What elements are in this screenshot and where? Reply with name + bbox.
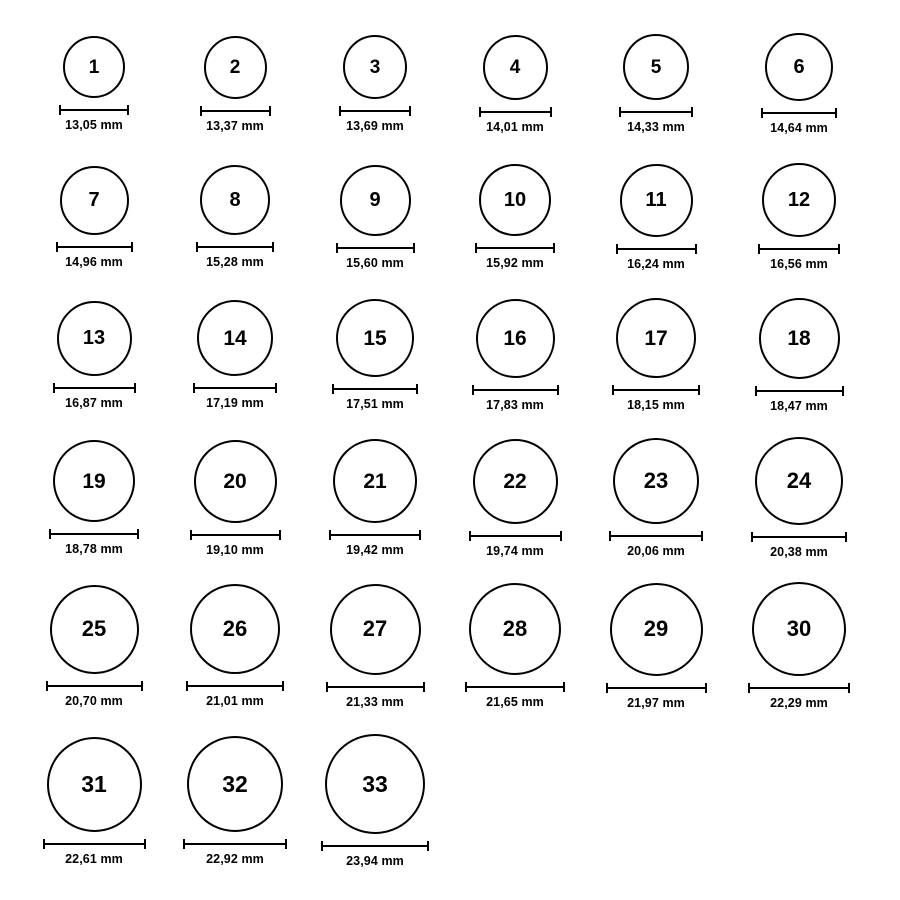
measure-cap-right: [144, 839, 146, 849]
measure-cap-left: [56, 242, 58, 252]
measure-cap-right: [409, 106, 411, 116]
ring-diameter-label: 16,87 mm: [65, 395, 123, 410]
diameter-measure-bar: [616, 244, 697, 253]
measure-cap-right: [838, 244, 840, 254]
diameter-measure-bar: [612, 385, 700, 394]
measure-cap-right: [141, 681, 143, 691]
ring-diameter-label: 21,01 mm: [206, 694, 264, 708]
measure-line: [755, 390, 844, 392]
ring-size-label: 16: [503, 326, 527, 350]
ring-size-cell: [316, 165, 435, 270]
ring-circle: [479, 164, 551, 236]
measure-cap-left: [336, 243, 338, 253]
measure-cap-right: [550, 107, 552, 117]
measure-cap-left: [758, 244, 760, 254]
measure-line: [46, 685, 143, 687]
ring-size-cell: [455, 164, 575, 270]
ring-diameter-label: 14,33 mm: [627, 120, 685, 134]
diameter-measure-bar: [43, 839, 146, 848]
ring-circle: [190, 584, 280, 674]
ring-size-label: 12: [787, 189, 811, 211]
measure-line: [43, 843, 146, 845]
measure-cap-left: [183, 839, 185, 849]
ring-size-cell: [312, 299, 438, 411]
ring-size-cell: [589, 438, 723, 558]
measure-cap-right: [701, 531, 703, 541]
ring-size-cell: [29, 440, 159, 556]
measure-cap-left: [46, 681, 48, 691]
diameter-measure-bar: [755, 386, 844, 395]
measure-line: [326, 686, 425, 688]
ring-circle: [476, 299, 555, 378]
measure-line: [332, 388, 418, 390]
ring-diameter-label: 15,60 mm: [346, 255, 404, 270]
measure-cap-left: [609, 531, 611, 541]
ring-diameter-label: 17,19 mm: [206, 396, 264, 410]
measure-cap-right: [419, 530, 421, 540]
ring-size-label: 11: [645, 189, 667, 211]
ring-diameter-label: 23,94 mm: [346, 854, 404, 868]
diameter-measure-bar: [748, 683, 850, 692]
measure-cap-right: [282, 681, 284, 691]
ring-size-cell: [36, 166, 153, 269]
ring-diameter-label: 14,01 mm: [486, 119, 544, 134]
ring-size-label: 1: [88, 56, 100, 78]
ring-size-cell: [166, 584, 304, 708]
measure-cap-left: [339, 106, 341, 116]
ring-size-label: 25: [81, 616, 107, 641]
measure-line: [761, 112, 837, 114]
ring-size-label: 9: [369, 189, 381, 211]
ring-diameter-label: 18,78 mm: [65, 542, 123, 556]
diameter-measure-bar: [53, 383, 136, 392]
measure-cap-right: [127, 105, 129, 115]
ring-size-label: 13: [82, 327, 106, 349]
ring-circle: [47, 737, 142, 832]
ring-size-cell: [728, 582, 870, 710]
measure-cap-left: [751, 532, 753, 542]
ring-size-cell: [599, 34, 713, 134]
diameter-measure-bar: [339, 106, 411, 115]
measure-cap-left: [465, 682, 467, 692]
ring-diameter-label: 19,42 mm: [346, 543, 404, 557]
ring-size-cell: [731, 437, 867, 559]
measure-line: [606, 687, 707, 689]
diameter-measure-bar: [479, 107, 552, 116]
ring-size-label: 29: [643, 616, 669, 641]
ring-size-label: 2: [229, 56, 241, 78]
ring-circle: [755, 437, 843, 525]
ring-size-label: 10: [503, 189, 527, 211]
ring-size-label: 22: [503, 469, 527, 493]
ring-size-cell: [452, 299, 579, 412]
ring-diameter-label: 17,83 mm: [486, 397, 544, 412]
ring-diameter-label: 18,15 mm: [627, 398, 685, 412]
measure-cap-right: [691, 107, 693, 117]
measure-line: [619, 111, 693, 113]
measure-line: [56, 246, 133, 248]
diameter-measure-bar: [59, 105, 129, 114]
ring-size-cell: [163, 736, 307, 866]
ring-diameter-label: 13,37 mm: [206, 118, 264, 133]
ring-size-label: 24: [786, 468, 812, 493]
ring-circle: [752, 582, 846, 676]
ring-size-label: 28: [502, 616, 528, 641]
ring-size-cell: [180, 36, 291, 133]
ring-diameter-label: 21,97 mm: [627, 695, 685, 710]
ring-size-label: 4: [509, 56, 521, 78]
measure-line: [475, 247, 555, 249]
diameter-measure-bar: [193, 383, 277, 392]
diameter-measure-bar: [326, 682, 425, 691]
ring-diameter-label: 22,92 mm: [206, 852, 264, 866]
measure-line: [339, 110, 411, 112]
ring-diameter-label: 16,56 mm: [770, 257, 828, 271]
ring-size-label: 23: [643, 468, 669, 493]
ring-circle: [330, 584, 421, 675]
measure-line: [329, 534, 421, 536]
ring-circle: [343, 35, 407, 99]
measure-cap-left: [49, 529, 51, 539]
measure-cap-right: [553, 243, 555, 253]
ring-size-label: 6: [793, 56, 805, 78]
ring-diameter-label: 14,96 mm: [65, 254, 123, 269]
diameter-measure-bar: [49, 529, 139, 538]
ring-size-label: 27: [362, 616, 388, 641]
ring-diameter-label: 22,61 mm: [65, 851, 123, 866]
measure-line: [53, 387, 136, 389]
ring-diameter-label: 20,38 mm: [770, 545, 828, 559]
measure-cap-right: [557, 385, 559, 395]
measure-cap-right: [137, 529, 139, 539]
ring-circle: [63, 36, 125, 98]
ring-diameter-label: 15,28 mm: [206, 255, 264, 269]
measure-line: [193, 387, 277, 389]
ring-circle: [610, 583, 703, 676]
ring-circle: [340, 165, 411, 236]
measure-line: [612, 389, 700, 391]
ring-diameter-label: 15,92 mm: [486, 256, 544, 270]
diameter-measure-bar: [46, 681, 143, 690]
measure-line: [183, 843, 287, 845]
ring-diameter-label: 21,33 mm: [346, 694, 404, 709]
diameter-measure-bar: [336, 243, 415, 252]
ring-circle: [50, 585, 139, 674]
measure-line: [465, 686, 565, 688]
measure-cap-left: [479, 107, 481, 117]
ring-circle: [204, 36, 267, 99]
diameter-measure-bar: [609, 531, 703, 540]
measure-line: [59, 109, 129, 111]
ring-size-label: 17: [644, 326, 668, 350]
ring-circle: [473, 439, 558, 524]
diameter-measure-bar: [619, 107, 693, 116]
measure-cap-right: [560, 531, 562, 541]
measure-cap-left: [332, 384, 334, 394]
ring-size-cell: [170, 440, 301, 557]
measure-cap-left: [59, 105, 61, 115]
ring-circle: [483, 35, 548, 100]
measure-cap-right: [131, 242, 133, 252]
ring-diameter-label: 19,74 mm: [486, 543, 544, 558]
diameter-measure-bar: [321, 841, 429, 850]
ring-circle: [762, 163, 836, 237]
ring-size-cell: [596, 164, 717, 271]
ring-size-label: 21: [363, 469, 387, 493]
diameter-measure-bar: [469, 531, 562, 540]
ring-size-label: 19: [82, 469, 106, 493]
measure-line: [49, 533, 139, 535]
measure-cap-right: [423, 682, 425, 692]
measure-cap-left: [761, 108, 763, 118]
measure-cap-right: [279, 530, 281, 540]
ring-size-label: 5: [650, 56, 662, 78]
measure-cap-right: [705, 683, 707, 693]
measure-cap-left: [472, 385, 474, 395]
diameter-measure-bar: [332, 384, 418, 393]
diameter-measure-bar: [751, 532, 847, 541]
measure-cap-left: [43, 839, 45, 849]
ring-circle: [187, 736, 283, 832]
diameter-measure-bar: [761, 108, 837, 117]
measure-cap-right: [835, 108, 837, 118]
diameter-measure-bar: [183, 839, 287, 848]
measure-cap-left: [53, 383, 55, 393]
measure-cap-left: [326, 682, 328, 692]
ring-circle: [616, 298, 696, 378]
measure-line: [186, 685, 284, 687]
ring-circle: [620, 164, 693, 237]
ring-size-label: 18: [787, 326, 811, 350]
ring-size-cell: [735, 298, 864, 413]
ring-diameter-label: 17,51 mm: [346, 397, 404, 411]
measure-cap-left: [612, 385, 614, 395]
ring-diameter-label: 19,10 mm: [206, 542, 264, 557]
measure-cap-left: [321, 841, 323, 851]
ring-size-cell: [741, 33, 857, 135]
ring-diameter-label: 16,24 mm: [627, 256, 685, 271]
diameter-measure-bar: [329, 530, 421, 539]
measure-cap-right: [845, 532, 847, 542]
ring-size-cell: [176, 165, 294, 269]
ring-size-label: 8: [229, 189, 241, 211]
ring-size-label: 32: [222, 770, 248, 797]
ring-diameter-label: 22,29 mm: [770, 696, 828, 710]
ring-size-cell: [301, 734, 449, 868]
measure-cap-left: [619, 107, 621, 117]
measure-cap-right: [285, 839, 287, 849]
measure-cap-left: [190, 530, 192, 540]
measure-cap-right: [272, 242, 274, 252]
ring-circle: [623, 34, 689, 100]
measure-cap-right: [413, 243, 415, 253]
ring-size-label: 20: [223, 469, 247, 493]
ring-size-cell: [449, 439, 582, 558]
ring-size-label: 30: [786, 616, 812, 641]
ring-circle: [759, 298, 840, 379]
ring-size-label: 31: [81, 770, 107, 797]
measure-cap-right: [427, 841, 429, 851]
ring-diameter-label: 18,47 mm: [770, 398, 828, 413]
measure-cap-right: [269, 106, 271, 116]
ring-size-cell: [306, 584, 445, 709]
measure-line: [479, 111, 552, 113]
measure-line: [336, 247, 415, 249]
ring-size-label: 14: [223, 326, 247, 350]
measure-cap-left: [616, 244, 618, 254]
ring-size-cell: [586, 583, 727, 710]
measure-line: [751, 536, 847, 538]
diameter-measure-bar: [56, 242, 133, 251]
ring-size-label: 33: [362, 770, 388, 797]
measure-cap-right: [848, 683, 850, 693]
measure-cap-right: [134, 383, 136, 393]
measure-line: [200, 110, 271, 112]
measure-cap-left: [606, 683, 608, 693]
ring-circle: [200, 165, 270, 235]
ring-circle: [194, 440, 277, 523]
ring-diameter-label: 13,69 mm: [346, 119, 404, 133]
diameter-measure-bar: [758, 244, 840, 253]
measure-line: [190, 534, 281, 536]
ring-circle: [197, 300, 273, 376]
ring-size-cell: [309, 439, 441, 557]
measure-line: [469, 535, 562, 537]
measure-cap-right: [695, 244, 697, 254]
ring-diameter-label: 20,06 mm: [627, 544, 685, 558]
diameter-measure-bar: [200, 106, 271, 115]
ring-circle: [469, 583, 561, 675]
ring-circle: [336, 299, 414, 377]
ring-size-label: 26: [222, 616, 248, 641]
diameter-measure-bar: [190, 530, 281, 539]
measure-cap-right: [842, 386, 844, 396]
measure-cap-left: [196, 242, 198, 252]
ring-diameter-label: 21,65 mm: [486, 695, 544, 709]
measure-cap-right: [416, 384, 418, 394]
measure-line: [748, 687, 850, 689]
diameter-measure-bar: [186, 681, 284, 690]
ring-circle: [613, 438, 699, 524]
ring-size-cell: [173, 300, 297, 410]
ring-diameter-label: 20,70 mm: [65, 693, 123, 708]
diameter-measure-bar: [472, 385, 559, 394]
ring-circle: [53, 440, 135, 522]
measure-cap-left: [329, 530, 331, 540]
measure-cap-left: [469, 531, 471, 541]
measure-cap-left: [200, 106, 202, 116]
measure-line: [196, 246, 274, 248]
measure-cap-right: [698, 385, 700, 395]
ring-size-cell: [445, 583, 585, 709]
diameter-measure-bar: [606, 683, 707, 692]
ring-size-label: 15: [363, 326, 387, 350]
ring-size-cell: [23, 737, 166, 866]
ring-size-label: 3: [369, 56, 381, 78]
ring-size-cell: [592, 298, 720, 412]
measure-line: [616, 248, 697, 250]
ring-size-cell: [33, 301, 156, 410]
measure-cap-left: [186, 681, 188, 691]
ring-size-cell: [319, 35, 431, 133]
measure-line: [472, 389, 559, 391]
ring-size-cell: [26, 585, 163, 708]
diameter-measure-bar: [196, 242, 274, 251]
ring-circle: [57, 301, 132, 376]
ring-diameter-label: 13,05 mm: [65, 118, 123, 132]
ring-size-label: 7: [88, 189, 100, 211]
diameter-measure-bar: [465, 682, 565, 691]
ring-size-cell: [39, 36, 149, 132]
ring-size-cell: [738, 163, 860, 271]
ring-circle: [333, 439, 417, 523]
measure-cap-left: [475, 243, 477, 253]
ring-circle: [60, 166, 129, 235]
measure-cap-left: [193, 383, 195, 393]
measure-cap-left: [755, 386, 757, 396]
ring-circle: [325, 734, 425, 834]
measure-cap-left: [748, 683, 750, 693]
ring-size-cell: [459, 35, 572, 134]
measure-cap-right: [275, 383, 277, 393]
measure-cap-right: [563, 682, 565, 692]
ring-diameter-label: 14,64 mm: [770, 121, 828, 135]
measure-line: [758, 248, 840, 250]
ring-circle: [765, 33, 833, 101]
diameter-measure-bar: [475, 243, 555, 252]
measure-line: [609, 535, 703, 537]
measure-line: [321, 845, 429, 847]
